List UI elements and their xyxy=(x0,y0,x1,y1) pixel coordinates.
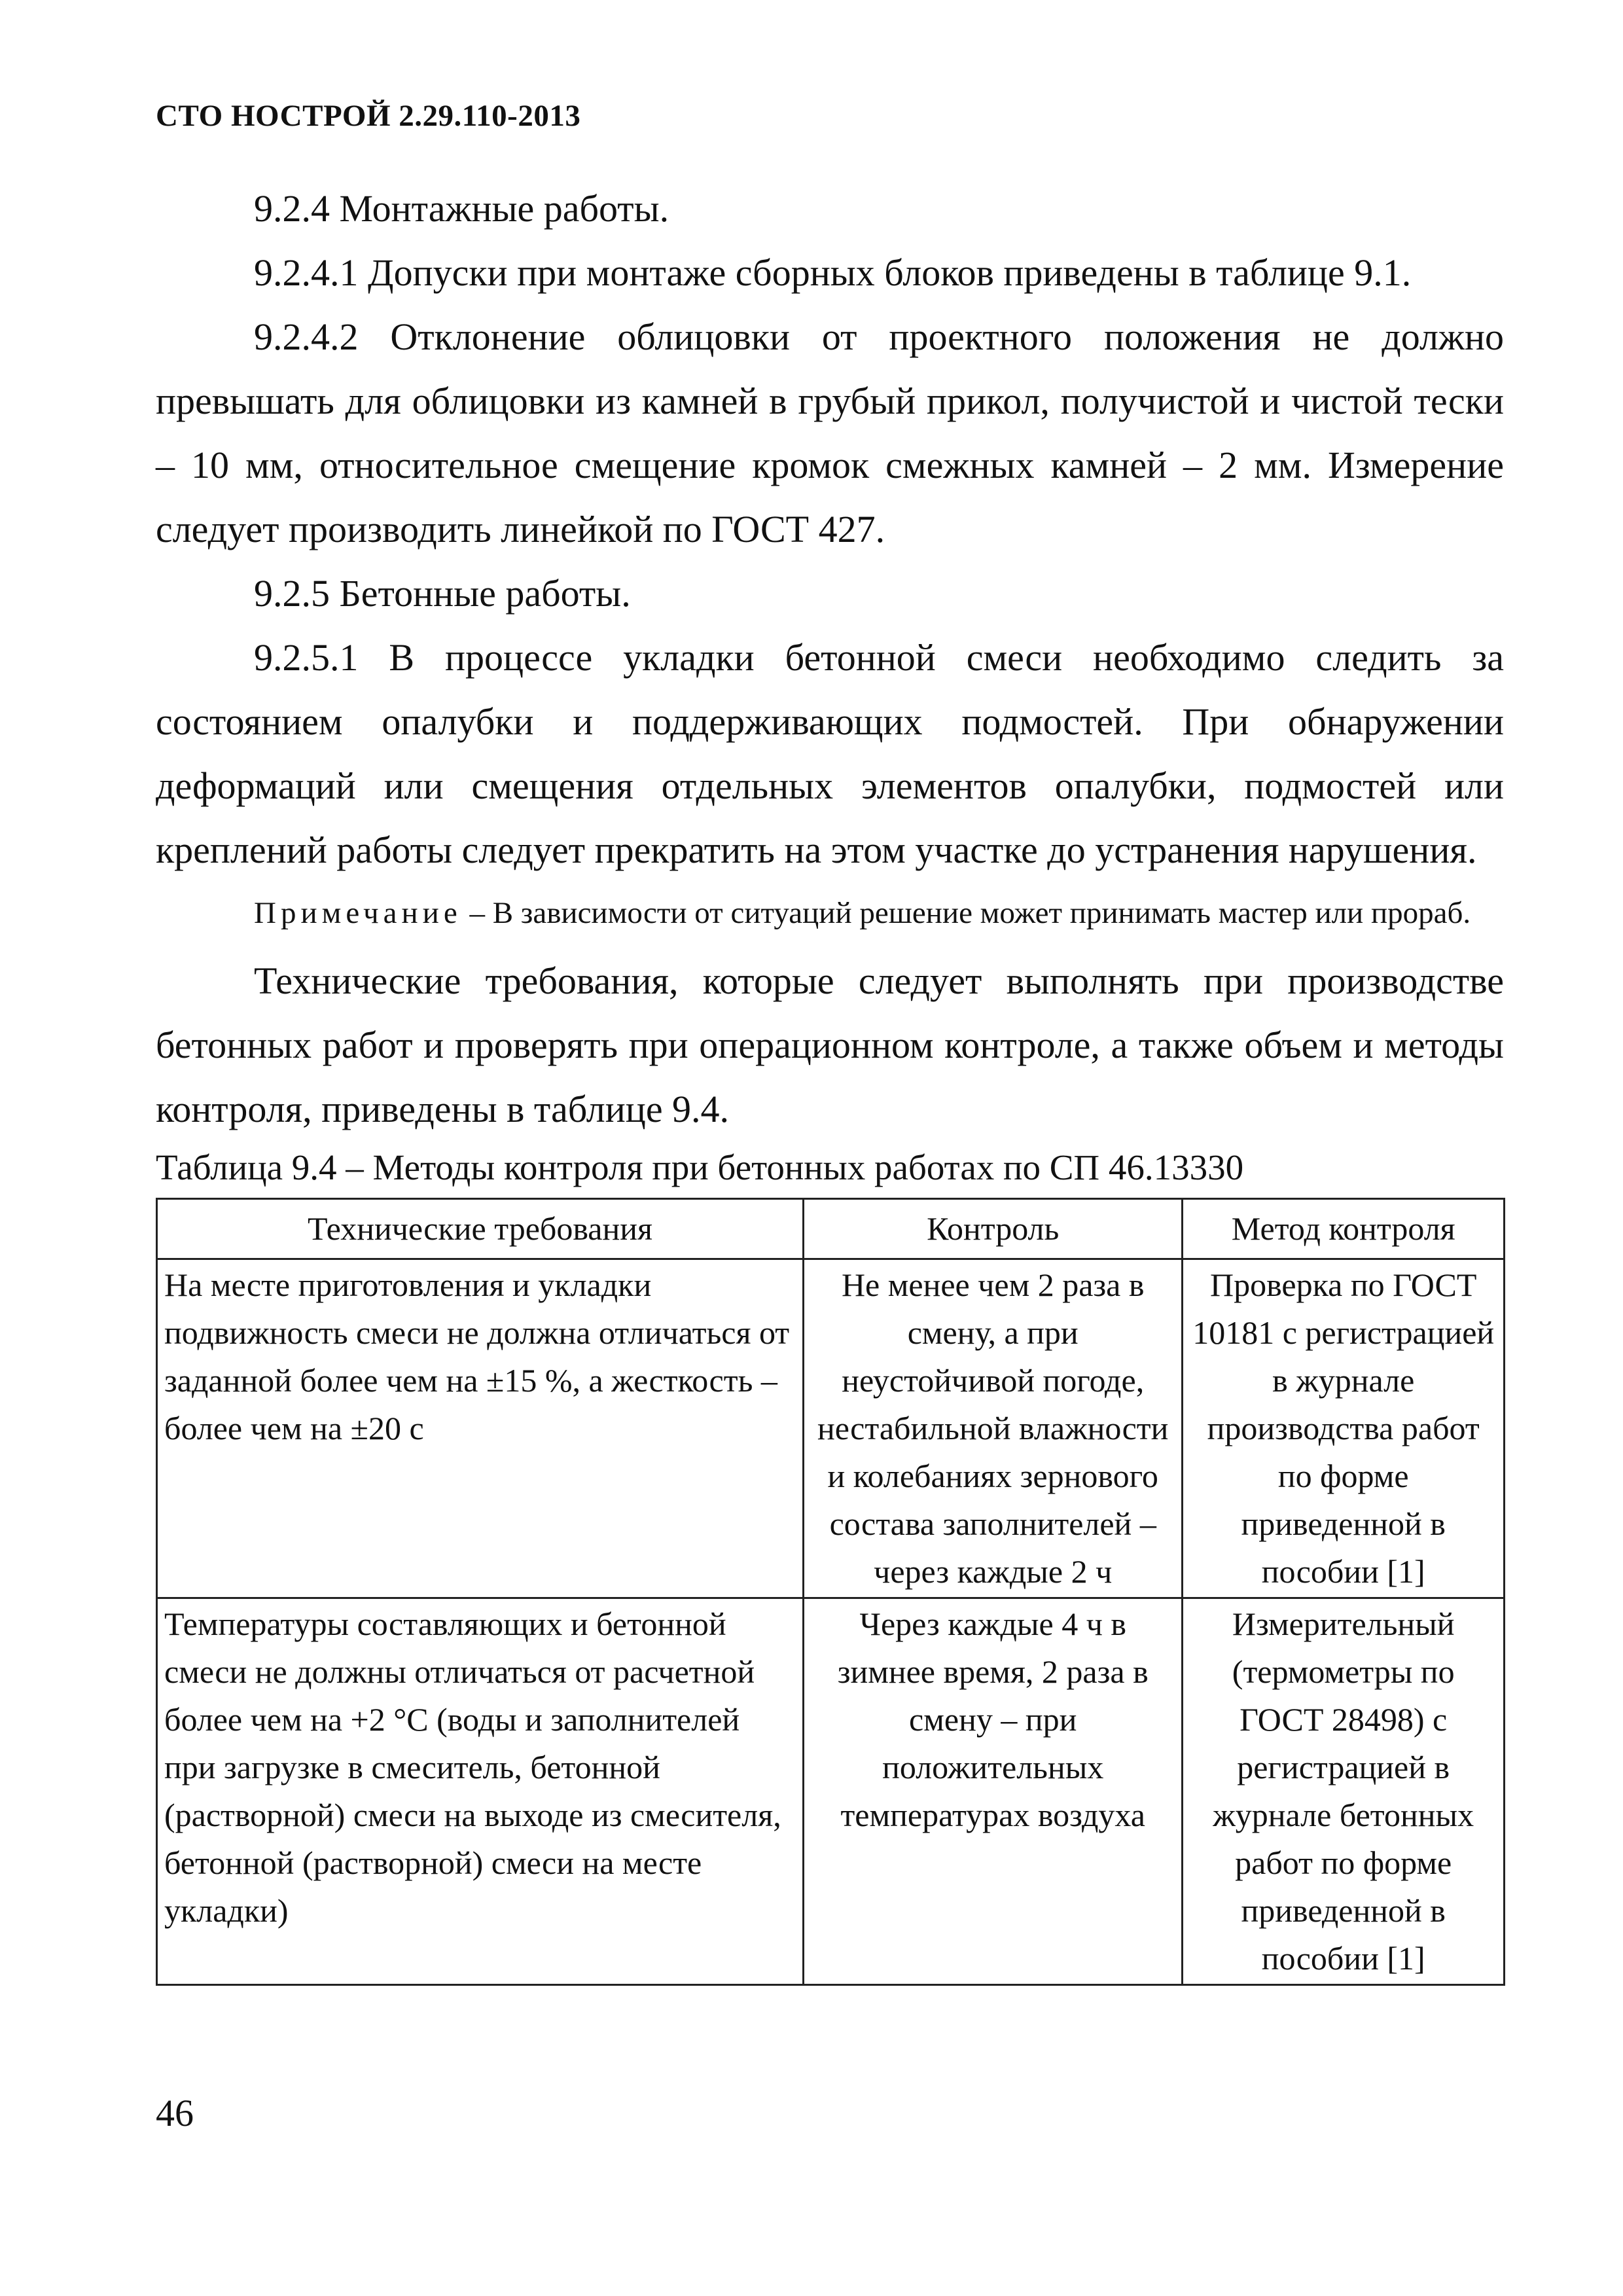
column-header: Контроль xyxy=(804,1199,1183,1259)
column-header: Метод контроля xyxy=(1183,1199,1505,1259)
page-number: 46 xyxy=(156,2092,194,2134)
running-header: СТО НОСТРОЙ 2.29.110-2013 xyxy=(156,99,581,133)
table-cell-method: Проверка по ГОСТ 10181 с регистрацией в журнале производства работ по форме приведенной в пособии [1] xyxy=(1183,1259,1505,1598)
paragraph-9-2-4-1: 9.2.4.1 Допуски при монтаже сборных блоков приведены в таблице 9.1. xyxy=(254,251,1412,294)
table-header-row xyxy=(157,1199,1505,1259)
table-caption: Таблица 9.4 – Методы контроля при бетонных работах по СП 46.13330 xyxy=(156,1147,1244,1187)
note-text: – В зависимости от ситуаций решение может принимать мастер или прораб. xyxy=(461,896,1471,930)
paragraph-9-2-5-1: 9.2.5.1 В процессе укладки бетонной смеси необходимо следить за состоянием опалубки и поддерживающих подмостей. При обнаружении деформаций или смещения отдельных элементов опалубки, подмостей или креплений работы следует прекратить на этом участке до устранения нарушения. xyxy=(156,636,1504,871)
section-heading-9-2-5: 9.2.5 Бетонные работы. xyxy=(254,572,631,615)
column-header: Технические требования xyxy=(157,1199,804,1259)
section-heading-9-2-4: 9.2.4 Монтажные работы. xyxy=(254,187,669,230)
table-cell-method: Измерительный (термометры по ГОСТ 28498) с регистрацией в журнале бетонных работ по форме приведенной в пособии [1] xyxy=(1183,1598,1505,1985)
table-row xyxy=(157,1259,1505,1598)
note xyxy=(156,886,1504,940)
table-cell-control: Через каждые 4 ч в зимнее время, 2 раза в смену – при положительных температурах воздуха xyxy=(804,1598,1183,1985)
control-methods-table xyxy=(156,1198,1505,1986)
table-cell-requirement: Температуры составляющих и бетонной смеси не должны отличаться от расчетной более чем на +2 °С (воды и заполнителей при загрузке в смеситель, бетонной (растворной) смеси на выходе из смесителя, бетонной (растворной) смеси на месте укладки) xyxy=(157,1598,804,1985)
table-cell-control: Не менее чем 2 раза в смену, а при неустойчивой погоде, нестабильной влажности и колебаниях зернового состава заполнителей – через каждые 2 ч xyxy=(804,1259,1183,1598)
note-label: Примечание xyxy=(254,896,462,930)
body-text xyxy=(156,177,1504,1986)
table-row xyxy=(157,1598,1505,1985)
table-cell-requirement: На месте приготовления и укладки подвижность смеси не должна отличаться от заданной более чем на ±15 %, а жесткость – более чем на ±20 с xyxy=(157,1259,804,1598)
paragraph-table-intro: Технические требования, которые следует выполнять при производстве бетонных работ и проверять при операционном контроле, а также объем и методы контроля, приведены в таблице 9.4. xyxy=(156,960,1504,1130)
paragraph-9-2-4-2: 9.2.4.2 Отклонение облицовки от проектного положения не должно превышать для облицовки из камней в грубый прикол, получистой и чистой тески – 10 мм, относительное смещение кромок смежных камней – 2 мм. Измерение следует производить линейкой по ГОСТ 427. xyxy=(156,315,1504,550)
